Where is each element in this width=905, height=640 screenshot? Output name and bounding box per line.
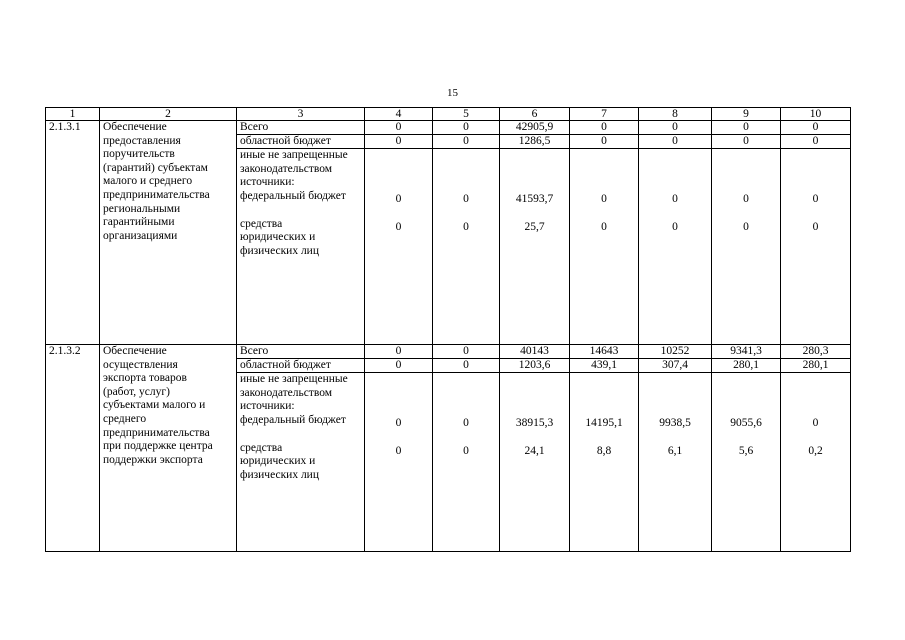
- value-federal: 0: [812, 193, 819, 205]
- description-line: поддержки экспорта: [103, 453, 203, 466]
- spacer: [365, 149, 432, 193]
- value-column: [781, 121, 851, 345]
- value-column: [712, 121, 781, 345]
- budget-table: [45, 107, 851, 552]
- value-column: [365, 345, 433, 552]
- value-column: [433, 345, 500, 552]
- value-federal: 38915,3: [515, 417, 554, 429]
- spacer: [365, 373, 432, 417]
- spacer: [712, 207, 780, 221]
- spacer: [237, 428, 364, 442]
- description-line: предоставления: [103, 134, 181, 147]
- value-legal: 0: [601, 221, 607, 233]
- source-other-line: источники:: [240, 176, 295, 189]
- value-total: 0: [639, 121, 711, 135]
- description-line: гарантийными: [103, 216, 175, 229]
- value-federal: 0: [812, 417, 819, 429]
- value-legal: 0: [395, 445, 402, 457]
- source-regional-label: областной бюджет: [237, 135, 364, 149]
- source-legal-line: юридических и: [240, 455, 316, 468]
- spacer: [781, 207, 850, 221]
- description-line: (работ, услуг): [103, 385, 170, 398]
- value-total: 10252: [639, 345, 711, 359]
- description-line: предпринимательства: [103, 188, 210, 201]
- source-other-line: источники:: [240, 400, 295, 413]
- value-total: 0: [365, 345, 432, 359]
- value-federal: 0: [672, 193, 678, 205]
- value-regional: 1203,6: [500, 359, 569, 373]
- value-column: [639, 121, 712, 345]
- source-other-line: иные не запрещенные: [240, 149, 348, 161]
- source-legal-line: физических лиц: [240, 468, 319, 481]
- description-line: Обеспечение: [103, 121, 167, 133]
- row-description: [100, 345, 237, 552]
- value-total: 280,3: [781, 345, 850, 359]
- value-legal: 0: [463, 221, 469, 233]
- row-id: 2.1.3.2: [46, 345, 100, 552]
- spacer: [712, 149, 780, 193]
- source-legal-line: средства: [240, 441, 283, 454]
- value-legal: 5,6: [738, 445, 754, 457]
- description-line: среднего: [103, 412, 147, 425]
- value-total: 0: [433, 121, 499, 135]
- spacer: [781, 373, 850, 417]
- value-regional: 0: [570, 135, 638, 149]
- spacer: [500, 431, 569, 445]
- value-regional: 0: [433, 359, 499, 373]
- value-regional: 0: [365, 135, 432, 149]
- value-regional: 0: [365, 359, 432, 373]
- source-total-label: Всего: [237, 121, 364, 135]
- table-row: [46, 345, 851, 552]
- spacer: [365, 431, 432, 445]
- spacer: [500, 373, 569, 417]
- source-other-line: законодательством: [240, 386, 333, 399]
- value-federal: 9055,6: [730, 417, 762, 429]
- source-legal-line: юридических и: [240, 231, 316, 244]
- value-column: [570, 345, 639, 552]
- spacer: [712, 431, 780, 445]
- header-cell: 2: [100, 108, 237, 121]
- header-cell: 7: [570, 108, 639, 121]
- value-total: 0: [570, 121, 638, 135]
- value-column: [500, 345, 570, 552]
- value-regional: 307,4: [639, 359, 711, 373]
- value-legal: 24,1: [524, 445, 545, 457]
- value-total: 40143: [500, 345, 569, 359]
- spacer: [500, 149, 569, 193]
- spacer: [639, 207, 711, 221]
- value-federal: 0: [395, 417, 402, 429]
- spacer: [433, 207, 499, 221]
- value-federal: 0: [463, 417, 469, 429]
- header-cell: 8: [639, 108, 712, 121]
- source-federal-label: федеральный бюджет: [240, 413, 346, 426]
- value-column: [365, 121, 433, 345]
- spacer: [639, 149, 711, 193]
- spacer: [639, 373, 711, 417]
- spacer: [433, 149, 499, 193]
- value-legal: 8,8: [596, 445, 612, 457]
- description-line: малого и среднего: [103, 175, 193, 188]
- value-federal: 0: [395, 193, 402, 205]
- spacer: [237, 204, 364, 218]
- value-regional: 0: [712, 135, 780, 149]
- value-total: 42905,9: [500, 121, 569, 135]
- description-line: организациями: [103, 229, 178, 242]
- value-regional: 280,1: [781, 359, 850, 373]
- source-legal-label: [237, 442, 364, 483]
- description-line: субъектами малого и: [103, 399, 206, 412]
- value-column: [781, 345, 851, 552]
- spacer: [781, 149, 850, 193]
- value-regional: 0: [433, 135, 499, 149]
- value-federal: 0: [463, 193, 469, 205]
- value-federal: 41593,7: [515, 193, 554, 205]
- header-cell: 4: [365, 108, 433, 121]
- value-regional: 1286,5: [500, 135, 569, 149]
- header-cell: 1: [46, 108, 100, 121]
- header-cell: 6: [500, 108, 570, 121]
- header-cell: 10: [781, 108, 851, 121]
- value-federal: 9938,5: [659, 417, 691, 429]
- spacer: [433, 431, 499, 445]
- value-regional: 0: [781, 135, 850, 149]
- value-legal: 0: [395, 221, 402, 233]
- source-other-line: иные не запрещенные: [240, 373, 348, 385]
- source-legal-label: [237, 218, 364, 259]
- spacer: [433, 373, 499, 417]
- spacer: [712, 373, 780, 417]
- header-cell: 5: [433, 108, 500, 121]
- value-total: 0: [365, 121, 432, 135]
- value-federal: 14195,1: [585, 417, 623, 429]
- description-line: осуществления: [103, 358, 178, 371]
- spacer: [570, 373, 638, 417]
- description-line: экспорта товаров: [103, 372, 187, 385]
- spacer: [570, 431, 638, 445]
- description-line: при поддержке центра: [103, 440, 213, 453]
- source-federal-label: федеральный бюджет: [240, 189, 346, 202]
- value-regional: 280,1: [712, 359, 780, 373]
- description-line: поручительств: [103, 148, 175, 161]
- description-line: (гарантий) субъектам: [103, 161, 208, 174]
- description-line: предпринимательства: [103, 426, 210, 439]
- source-other-line: законодательством: [240, 162, 333, 175]
- spacer: [781, 431, 850, 445]
- value-legal: 0: [463, 445, 469, 457]
- value-total: 0: [781, 121, 850, 135]
- source-legal-line: средства: [240, 217, 283, 230]
- value-legal: 0: [672, 221, 678, 233]
- value-total: 0: [712, 121, 780, 135]
- value-total: 9341,3: [712, 345, 780, 359]
- page-number: 15: [447, 87, 458, 99]
- value-column: [639, 345, 712, 552]
- value-legal: 0: [812, 221, 819, 233]
- row-id: 2.1.3.1: [46, 121, 100, 345]
- header-cell: 3: [237, 108, 365, 121]
- spacer: [500, 207, 569, 221]
- header-row: [46, 108, 851, 121]
- value-legal: 25,7: [524, 221, 545, 233]
- spacer: [570, 149, 638, 193]
- source-regional-label: областной бюджет: [237, 359, 364, 373]
- spacer: [570, 207, 638, 221]
- value-regional: 439,1: [570, 359, 638, 373]
- source-other-label: [237, 149, 364, 190]
- spacer: [365, 207, 432, 221]
- description-line: Обеспечение: [103, 345, 167, 357]
- value-legal: 6,1: [667, 445, 683, 457]
- value-regional: 0: [639, 135, 711, 149]
- source-total-label: Всего: [237, 345, 364, 359]
- spacer: [639, 431, 711, 445]
- value-total: 14643: [570, 345, 638, 359]
- funding-sources: [237, 345, 365, 552]
- value-column: [712, 345, 781, 552]
- header-cell: 9: [712, 108, 781, 121]
- table-row: [46, 121, 851, 345]
- value-column: [570, 121, 639, 345]
- row-description: [100, 121, 237, 345]
- description-line: региональными: [103, 202, 181, 215]
- value-legal: 0: [743, 221, 749, 233]
- source-other-label: [237, 373, 364, 414]
- funding-sources: [237, 121, 365, 345]
- value-legal: 0,2: [808, 445, 823, 457]
- value-column: [500, 121, 570, 345]
- source-legal-line: физических лиц: [240, 244, 319, 257]
- value-column: [433, 121, 500, 345]
- value-total: 0: [433, 345, 499, 359]
- value-federal: 0: [601, 193, 607, 205]
- value-federal: 0: [743, 193, 749, 205]
